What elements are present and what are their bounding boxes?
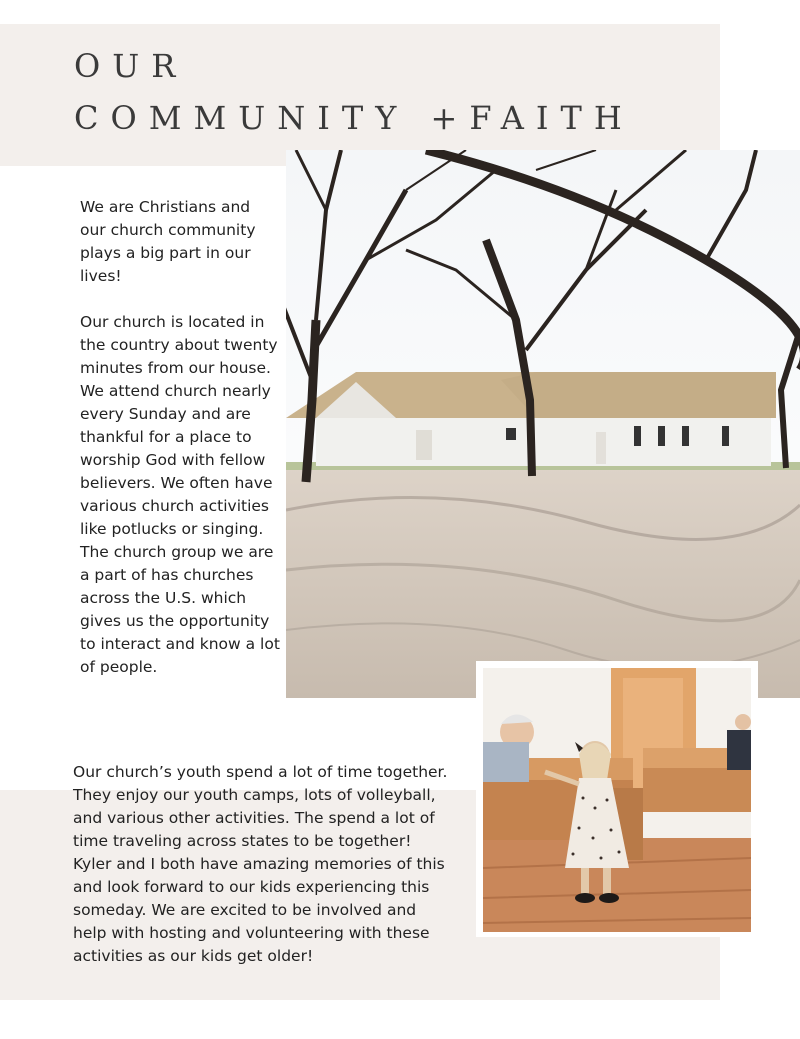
title-line-1: OUR — [74, 47, 188, 85]
church-photo — [286, 150, 800, 698]
intro-paragraph-1: We are Christians and our church community plays a big part in our lives! — [80, 198, 256, 285]
intro-text — [80, 196, 280, 702]
page-title — [74, 40, 634, 144]
youth-paragraph: Our church’s youth spend a lot of time together. They enjoy our youth camps, lots of volleyball, and various other activities. The spend a lot of time traveling across states to be together! Kyler and I both have amazing memories of this and look forward to our kids experiencing this someday. We are excited to be involved and help with hosting and volunteering with these activities as our kids get older! — [73, 763, 448, 965]
kids-in-pews-photo — [483, 668, 751, 932]
intro-paragraph-2: Our church is located in the country about twenty minutes from our house. We attend church nearly every Sunday and are thankful for a place to worship God with fellow believers. We often have various church activities like potlucks or singing. The church group we are a part of has churches across the U.S. which gives us the opportunity to interact and know a lot of people. — [80, 313, 280, 676]
title-line-2: COMMUNITY +FAITH — [74, 99, 634, 137]
